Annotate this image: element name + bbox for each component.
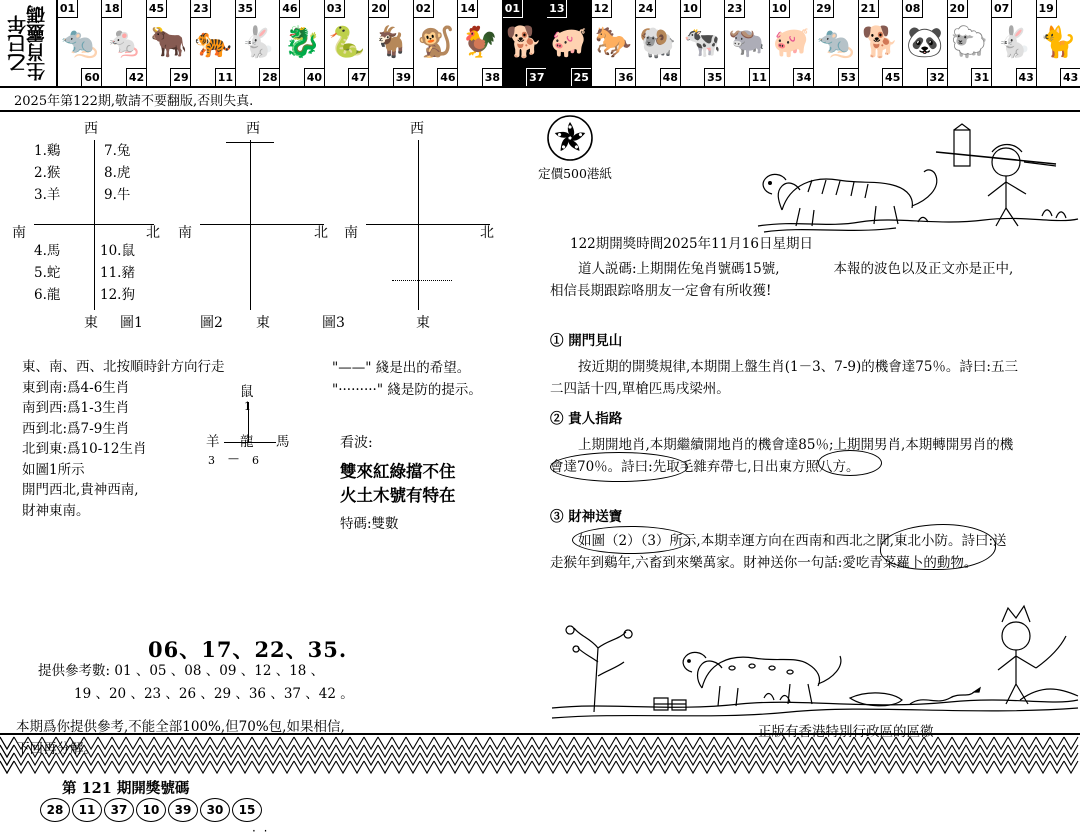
zodiac-cell <box>948 0 992 86</box>
zodiac-number-top: 24 <box>636 0 656 18</box>
diagram3-east-label: 東 <box>416 315 430 331</box>
zodiac-number-bottom: 42 <box>126 68 146 86</box>
tema-label: 特碼:雙數 <box>340 516 399 532</box>
cow-icon: 🐄 <box>683 25 722 60</box>
zodiac-number-bottom: 47 <box>348 68 368 86</box>
zodiac-cell <box>414 0 458 86</box>
zodiac-number-bottom: 60 <box>81 68 101 86</box>
line-hint: "——" 綫是出的希望。 <box>332 360 471 376</box>
main-numbers: 06、17、22、35. <box>148 637 348 662</box>
zodiac-number-bottom: 34 <box>793 68 813 86</box>
lamb-icon: 🐑 <box>950 25 989 60</box>
zodiac-number-top: 20 <box>948 0 968 18</box>
rule-line: 東到南:爲4-6生肖 <box>22 379 130 396</box>
direction-diagram-2 <box>178 112 348 342</box>
zodiac-number-top: 35 <box>236 0 256 18</box>
puppy-icon: 🐕 <box>861 25 900 60</box>
zodiac-number-top: 01 <box>503 0 523 18</box>
snake-icon: 🐍 <box>327 25 366 60</box>
zodiac-number-top: 18 <box>102 0 122 18</box>
mouse-diagram-left-number: 3 <box>208 454 215 467</box>
zodiac-cell <box>147 0 191 86</box>
bunny-icon: 🐇 <box>995 25 1033 60</box>
mouse-diagram-right-label: 馬 <box>276 434 290 450</box>
rooster-icon: 🐓 <box>461 25 499 60</box>
line-hint: "·········" 綫是防的提示。 <box>332 382 482 398</box>
zodiac-cell <box>280 0 324 86</box>
zodiac-strip <box>0 0 1080 88</box>
zodiac-cell <box>992 0 1036 86</box>
zodiac-number-bottom: 32 <box>927 68 947 86</box>
dog-icon: 🐕 <box>505 25 544 60</box>
lottery-ball: 39 <box>168 798 198 822</box>
rule-line: 財神東南。 <box>22 502 90 519</box>
mouse-diagram-top-number: 1 <box>244 400 251 413</box>
lottery-ball: 37 <box>104 798 134 822</box>
rule-line: 北到東:爲10-12生肖 <box>22 441 147 457</box>
zodiac-number-bottom: 45 <box>882 68 902 86</box>
diagram1-north-label: 北 <box>146 225 160 241</box>
zodiac-cell <box>503 0 547 86</box>
zodiac-cell <box>1037 0 1080 86</box>
sheep-icon: 🐏 <box>639 25 677 60</box>
mouse-diagram-center-label: 龍 <box>240 434 254 450</box>
mouse-diagram-right-number: 6 <box>252 454 259 467</box>
section-1-body: 按近期的開獎規律,本期開上盤生肖(1－3、7-9)的機會達75％。詩曰:五三二四話十四,單槍匹馬戌梁州。 <box>550 359 1018 397</box>
year-label: 乙巳年 <box>7 14 29 72</box>
zodiac-number-top: 20 <box>369 0 389 18</box>
diagram2-west-label: 西 <box>246 121 260 137</box>
zodiac-number-top: 10 <box>681 0 701 18</box>
zodiac-number-bottom: 38 <box>482 68 502 86</box>
mouse-icon: 🐁 <box>105 25 143 60</box>
copyright-notice: 2025年第122期,敬請不要翻版,否則失真. <box>14 94 254 109</box>
zodiac-number-top: 19 <box>1037 0 1057 18</box>
diagram3-north-label: 北 <box>480 225 494 241</box>
price-label: 定價500港紙 <box>538 166 612 181</box>
zodiac-number-top: 03 <box>325 0 345 18</box>
zodiac-number-top: 14 <box>458 0 478 18</box>
reference-row-1: 01 、05 、08 、09 、12 、18 、 <box>114 663 325 679</box>
bottom-caption: 正版有香港特別行政區的區徽 <box>758 724 934 740</box>
zodiac-cell <box>903 0 947 86</box>
horse-icon: 🐎 <box>594 25 633 60</box>
right-column <box>520 112 1080 740</box>
left-column <box>0 112 520 838</box>
zodiac-cell <box>458 0 502 86</box>
previous-draw-title: 第 121 期開獎號碼 <box>62 780 190 797</box>
direction-diagram-1 <box>12 112 182 342</box>
mouse2-icon: 🐀 <box>817 25 855 60</box>
disclaimer-text: 本期爲你提供參考,不能全部100%,但70%包,如果相信,下回再分解。 <box>16 719 345 757</box>
section-2-title: ② 貴人指路 <box>550 411 623 427</box>
diagram1-west-label: 西 <box>84 121 98 137</box>
section-3-body: 如圖（2）（3）所示,本期幸運方向在西南和西北之間,東北小防。詩曰:送走猴年到鷄年,六畜到來樂萬家。財神送你一句話:愛吃青菜蘿卜的動物。 <box>550 533 1007 571</box>
zodiac-cell <box>236 0 280 86</box>
previous-draw-balls <box>40 798 262 822</box>
mouse-diagram: 鼠 1 羊 龍 馬 3 — 6 <box>206 380 326 485</box>
zodiac-cell <box>369 0 413 86</box>
zodiac-cell <box>770 0 814 86</box>
bottom-wave-border <box>0 733 1080 777</box>
zodiac-number-top: 10 <box>770 0 790 18</box>
cat-icon: 🐈 <box>1039 25 1078 60</box>
reference-numbers <box>38 660 368 706</box>
rule-line: 如圖1所示 <box>22 461 85 478</box>
kanbo-label: 看波: <box>340 435 373 451</box>
section-2-body: 上期開地肖,本期繼續開地肖的機會達85％;上期開男肖,本期轉開男肖的機會達70％。詩曰:先取毛雜弃帶七,日出東方照八方。 <box>550 437 1014 475</box>
piglet-icon: 🐖 <box>772 25 811 60</box>
draw-date: 122期開獎時間2025年11月16日星期日 <box>570 236 813 252</box>
lottery-ball: 11 <box>72 798 102 822</box>
zodiac-number-bottom: 46 <box>437 68 457 86</box>
zodiac-number-bottom: 39 <box>393 68 413 86</box>
zodiac-number-bottom: 53 <box>838 68 858 86</box>
zodiac-cell <box>814 0 858 86</box>
diagram1-south-label: 南 <box>12 225 26 241</box>
diagram1-list-left-bottom: 4.馬 5.蛇 6.龍 <box>34 243 61 303</box>
zodiac-cell <box>191 0 235 86</box>
mouse-diagram-left-label: 羊 <box>206 434 220 450</box>
zodiac-number-bottom: 35 <box>704 68 724 86</box>
zodiac-number-top: 12 <box>592 0 612 18</box>
rabbit-icon: 🐇 <box>239 25 277 60</box>
zodiac-number-top: 01 <box>58 0 78 18</box>
zodiac-number-bottom: 48 <box>660 68 680 86</box>
diagram1-list-left: 1.鷄 2.猴 3.羊 <box>34 143 61 203</box>
diagram3-west-label: 西 <box>410 121 424 137</box>
bottom-illustration <box>550 592 1080 724</box>
zodiac-number-top: 07 <box>992 0 1012 18</box>
diagram3-south-label: 南 <box>344 225 358 241</box>
zodiac-cell <box>102 0 146 86</box>
zodiac-number-bottom: 11 <box>749 68 769 86</box>
diagram1-list-right-top: 7.兔 8.虎 9.牛 <box>104 143 131 203</box>
dots-marker: · · <box>252 824 270 838</box>
diagram1-east-label: 東 <box>84 315 98 331</box>
zodiac-number-top: 08 <box>903 0 923 18</box>
zodiac-cell <box>592 0 636 86</box>
lottery-ball: 15 <box>232 798 262 822</box>
zodiac-number-bottom: 40 <box>304 68 324 86</box>
rule-line: 開門西北,貴神西南, <box>22 482 139 498</box>
pig-icon: 🐖 <box>550 25 588 60</box>
diagram3-caption: 圖3 <box>322 315 345 331</box>
zodiac-number-bottom: 43 <box>1016 68 1036 86</box>
zodiac-number-bottom: 29 <box>170 68 190 86</box>
zodiac-cell <box>325 0 369 86</box>
buffalo-icon: 🐃 <box>728 25 766 60</box>
zodiac-number-top: 21 <box>859 0 879 18</box>
section-1-title: ① 開門見山 <box>550 333 623 349</box>
zodiac-cell <box>547 0 591 86</box>
zodiac-number-top: 46 <box>280 0 300 18</box>
slogan-line-1: 雙來紅綠擋不住 <box>340 462 456 481</box>
rule-line: 西到北:爲7-9生肖 <box>22 420 130 437</box>
zodiac-number-top: 29 <box>814 0 834 18</box>
zodiac-cell <box>725 0 769 86</box>
rat-icon: 🐀 <box>61 25 99 60</box>
slogan-line-2: 火土木號有特在 <box>340 486 456 505</box>
reference-label-row <box>38 660 368 683</box>
slogan <box>340 460 456 508</box>
zodiac-number-bottom: 28 <box>259 68 279 86</box>
diagram2-caption: 圖2 <box>200 315 223 331</box>
zodiac-cell <box>681 0 725 86</box>
bauhinia-emblem-icon <box>520 112 620 172</box>
line-hints <box>332 357 522 401</box>
reference-row-2: 19 、20 、23 、26 、29 、36 、37 、42 。 <box>74 686 354 702</box>
intro-paragraph: 道人説碼:上期開佐兔肖號碼15號, 本報的波色以及正文亦是正中,相信長期跟踪咯朋友一定會有所收獲! <box>550 261 1014 299</box>
direction-diagram-3 <box>322 112 514 342</box>
zodiac-number-top: 13 <box>547 0 567 18</box>
diagram1-list-right-bottom: 10.鼠 11.豬 12.狗 <box>100 243 135 303</box>
dragon-icon: 🐉 <box>283 25 321 60</box>
goat-icon: 🐐 <box>372 25 410 60</box>
zodiac-number-bottom: 31 <box>971 68 991 86</box>
zodiac-cell <box>859 0 903 86</box>
lottery-ball: 10 <box>136 798 166 822</box>
zodiac-number-top: 23 <box>725 0 745 18</box>
rule-line: 南到西:爲1-3生肖 <box>22 400 130 416</box>
zodiac-number-top: 23 <box>191 0 211 18</box>
diagram2-east-label: 東 <box>256 315 270 331</box>
zodiac-number-bottom: 37 <box>526 68 546 86</box>
tiger-icon: 🐅 <box>194 25 232 60</box>
diagram2-south-label: 南 <box>178 225 192 241</box>
mouse-diagram-top-label: 鼠 <box>240 384 254 400</box>
section-3-title: ③ 財神送寶 <box>550 509 623 525</box>
zodiac-number-top: 45 <box>147 0 167 18</box>
series-label: 生肖靈碼 <box>26 5 48 81</box>
zodiac-number-top: 02 <box>414 0 434 18</box>
panda-icon: 🐼 <box>906 25 944 60</box>
lottery-ball: 30 <box>200 798 230 822</box>
diagram1-caption: 圖1 <box>120 315 143 331</box>
tiger-hunter-illustration <box>756 122 1080 242</box>
zodiac-cell <box>58 0 102 86</box>
monkey-icon: 🐒 <box>416 25 455 60</box>
lottery-ball: 28 <box>40 798 70 822</box>
order-text: 東、南、西、北按順時針方向行走 <box>22 359 225 375</box>
year-column <box>0 0 58 86</box>
diagram2-north-label: 北 <box>314 225 328 241</box>
ox-icon: 🐂 <box>150 25 188 60</box>
zodiac-number-bottom: 11 <box>215 68 235 86</box>
zodiac-number-bottom: 25 <box>571 68 591 86</box>
zodiac-number-bottom: 36 <box>615 68 635 86</box>
zodiac-cell <box>636 0 680 86</box>
reference-label: 提供參考數: <box>38 663 111 679</box>
zodiac-number-bottom: 43 <box>1060 68 1080 86</box>
